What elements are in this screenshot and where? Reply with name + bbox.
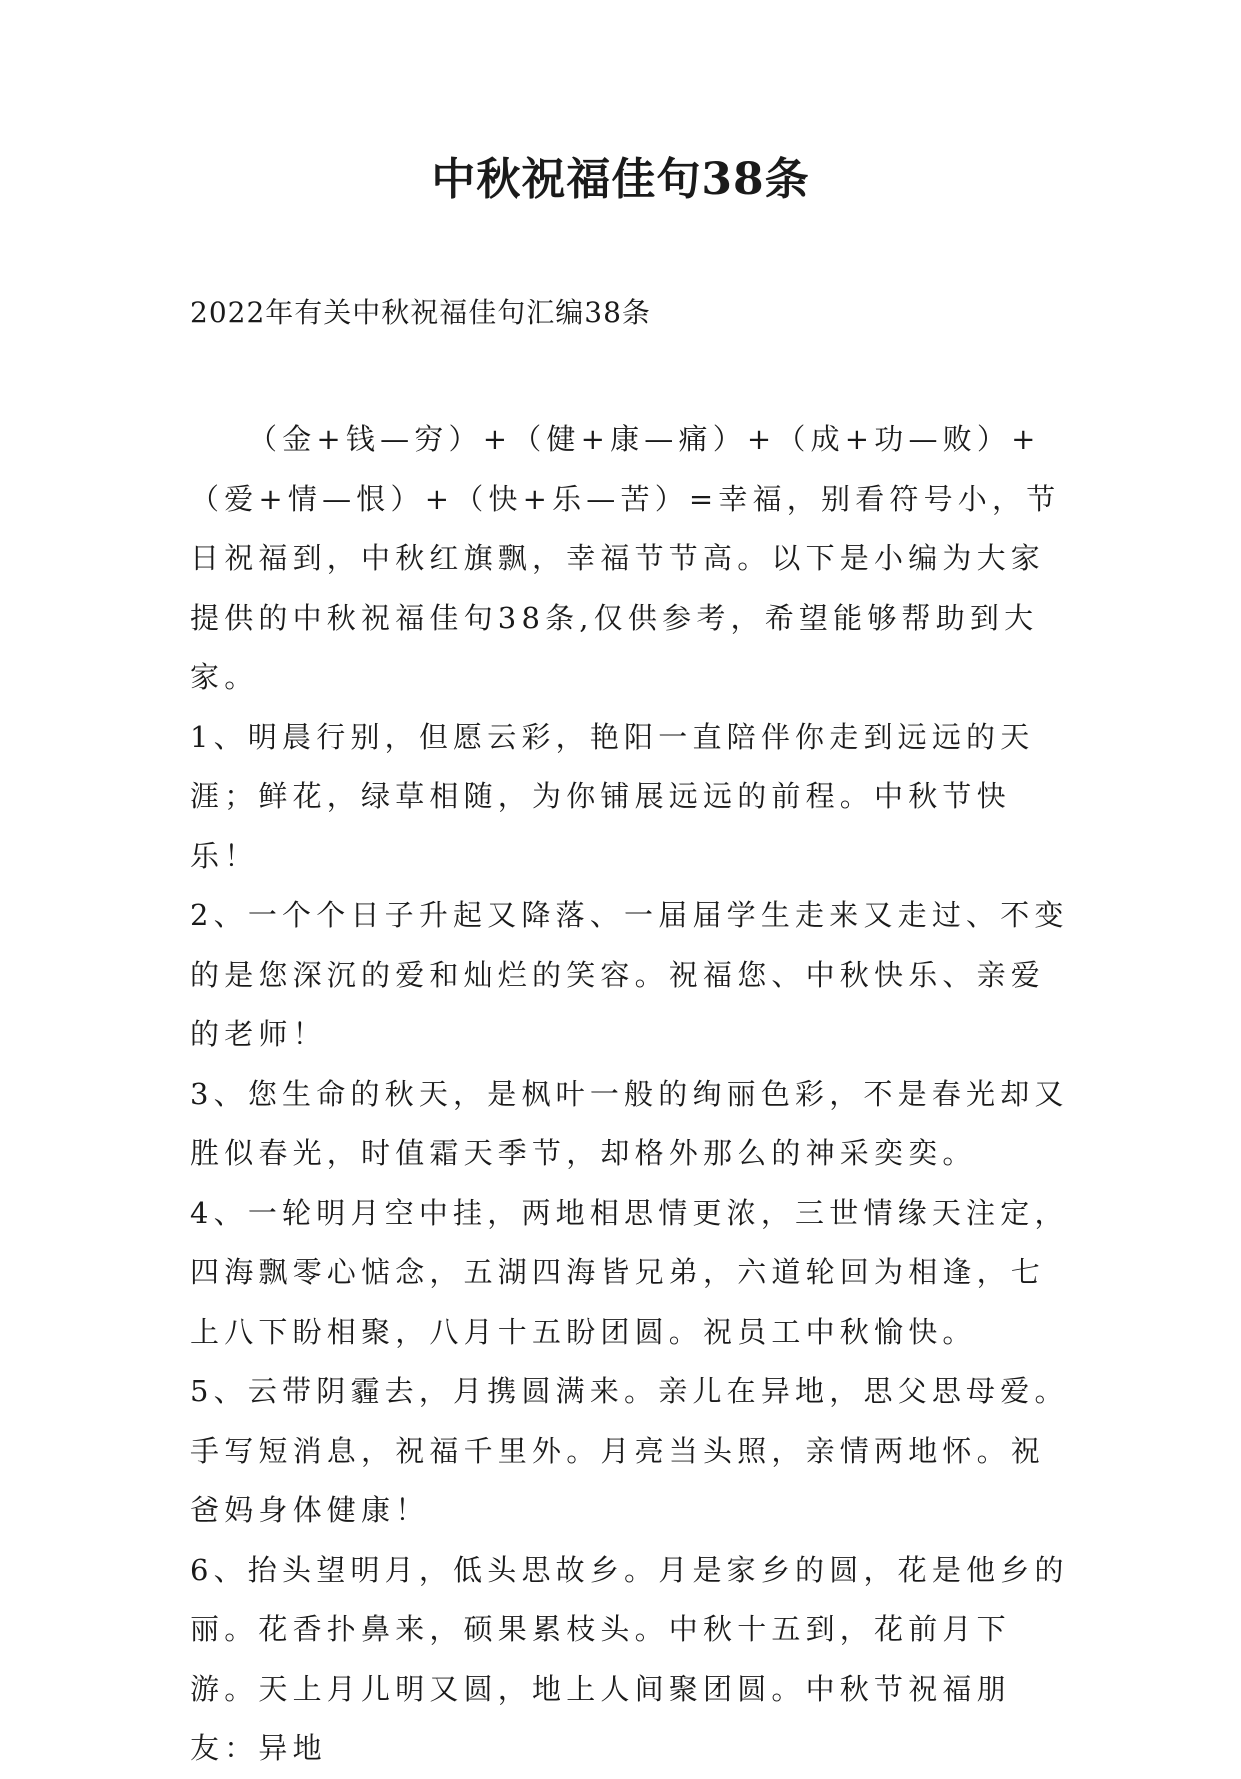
document-subtitle: 2022年有关中秋祝福佳句汇编38条 (190, 296, 651, 329)
document-body (190, 410, 1070, 1779)
list-item: 1、明晨行别，但愿云彩，艳阳一直陪伴你走到远远的天涯；鲜花，绿草相随，为你铺展远远的前程。中秋节快乐！ (190, 719, 1035, 873)
list-item: 4、一轮明月空中挂，两地相思情更浓，三世情缘天注定，四海飘零心惦念，五湖四海皆兄弟，六道轮回为相逢，七上八下盼相聚，八月十五盼团圆。祝员工中秋愉快。 (190, 1195, 1069, 1349)
list-item: 2、一个个日子升起又降落、一届届学生走来又走过、不变的是您深沉的爱和灿烂的笑容。祝福您、中秋快乐、亲爱的老师！ (190, 898, 1069, 1051)
intro-paragraph: （金+钱—穷）+（健+康—痛）+（成+功—败）+（爱+情—恨）+（快+乐—苦）=幸福，别看符号小，节日祝福到，中秋红旗飘，幸福节节高。以下是小编为大家提供的中秋祝福佳句38条,仅供参考，希望能够帮助到大家。 (190, 422, 1061, 694)
document-title: 中秋祝福佳句38条 (431, 154, 810, 205)
list-item: 5、云带阴霾去，月携圆满来。亲儿在异地，思父思母爱。手写短消息，祝福千里外。月亮当头照，亲情两地怀。祝爸妈身体健康！ (190, 1374, 1069, 1527)
list-item: 6、抬头望明月，低头思故乡。月是家乡的圆，花是他乡的丽。花香扑鼻来，硕果累枝头。中秋十五到，花前月下游。天上月儿明又圆，地上人间聚团圆。中秋节祝福朋友：异地 (190, 1552, 1069, 1765)
list-item: 3、您生命的秋天，是枫叶一般的绚丽色彩，不是春光却又胜似春光，时值霜天季节，却格外那么的神采奕奕。 (190, 1076, 1069, 1170)
